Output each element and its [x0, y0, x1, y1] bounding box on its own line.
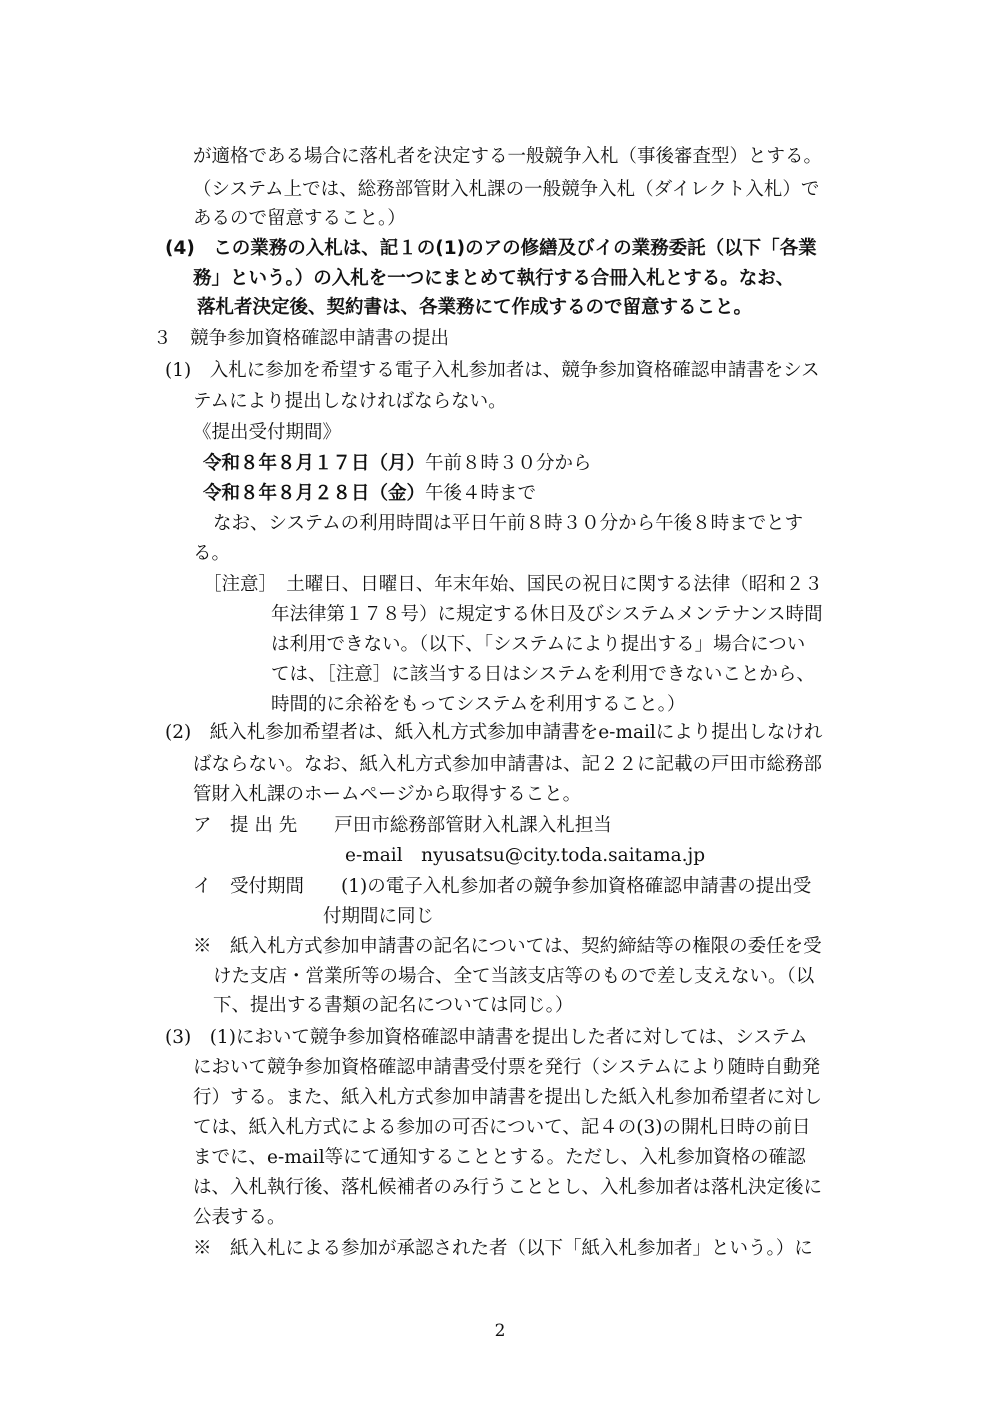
text-line-bold: (4) この業務の入札は、記１の(1)のアの修繕及びイの業務委託（以下「各業 [165, 238, 817, 259]
text-line: 行）する。また、紙入札方式参加申請書を提出した紙入札参加希望者に対し [193, 1087, 823, 1108]
text-line: なお、システムの利用時間は平日午前８時３０分から午後８時までとす [213, 513, 804, 534]
text-line: テムにより提出しなければならない。 [193, 391, 507, 412]
page-number: 2 [494, 1321, 506, 1341]
text-line: 付期間に同じ [323, 906, 435, 927]
remark-line: ※ 紙入札による参加が承認された者（以下「紙入札参加者」という。）に [193, 1238, 813, 1259]
period-end-date: 令和８年８月２８日（金） [203, 483, 426, 504]
text-line-bold: 務」という。）の入札を一つにまとめて執行する合冊入札とする。なお、 [193, 268, 795, 289]
text-line: (3) (1)において競争参加資格確認申請書を提出した者に対しては、システム [165, 1027, 808, 1048]
period-end-time: 午後４時まで [425, 483, 537, 504]
submit-to-line: ア 提 出 先 戸田市総務部管財入札課入札担当 [193, 815, 612, 836]
email-line: e-mail nyusatsu@city.toda.saitama.jp [345, 845, 706, 866]
remark-line: ※ 紙入札方式参加申請書の記名については、契約締結等の権限の委任を受 [193, 936, 822, 957]
text-line: ては、紙入札方式による参加の可否について、記４の(3)の開札日時の前日 [193, 1117, 811, 1138]
text-line: る。 [193, 543, 231, 564]
note-line: ては、［注意］に該当する日はシステムを利用できないことから、 [271, 664, 815, 685]
period-start-date: 令和８年８月１７日（月） [203, 453, 426, 474]
text-line: は、入札執行後、落札候補者のみ行うこととし、入札参加者は落札決定後に [193, 1177, 823, 1198]
period-start-line [203, 451, 592, 477]
text-line: (2) 紙入札参加希望者は、紙入札方式参加申請書をe-mailにより提出しなけれ [165, 722, 823, 743]
remark-line: けた支店・営業所等の場合、全て当該支店等のもので差し支えない。（以 [213, 966, 815, 987]
section-heading: ３ 競争参加資格確認申請書の提出 [153, 328, 450, 349]
text-line: において競争参加資格確認申請書受付票を発行（システムにより随時自動発 [193, 1057, 821, 1078]
remark-line: 下、提出する書類の記名については同じ。） [213, 995, 574, 1016]
period-end-line [203, 481, 536, 507]
text-line: ばならない。なお、紙入札方式参加申請書は、記２２に記載の戸田市総務部 [193, 754, 823, 775]
text-line-bold: 落札者決定後、契約書は、各業務にて作成するので留意すること。 [197, 297, 753, 318]
text-line: （システム上では、総務部管財入札課の一般競争入札（ダイレクト入札）で [193, 179, 820, 200]
text-line: 管財入札課のホームページから取得すること。 [193, 784, 582, 805]
note-line: は利用できない。（以下、「システムにより提出する」場合につい [271, 634, 806, 655]
note-line: ［注意］ 土曜日、日曜日、年末年始、国民の祝日に関する法律（昭和２３ [203, 574, 823, 595]
text-line: が適格である場合に落札者を決定する一般競争入札（事後審査型）とする。 [193, 146, 823, 167]
period-start-time: 午前８時３０分から [425, 453, 592, 474]
text-line: (1) 入札に参加を希望する電子入札参加者は、競争参加資格確認申請書をシス [165, 360, 820, 381]
note-line: 時間的に余裕をもってシステムを利用すること。） [271, 694, 686, 715]
text-line: 《提出受付期間》 [193, 422, 342, 443]
reception-period-line: イ 受付期間 (1)の電子入札参加者の競争参加資格確認申請書の提出受 [193, 876, 812, 897]
text-line: 公表する。 [193, 1207, 286, 1228]
text-line: あるので留意すること。） [193, 208, 406, 229]
note-line: 年法律第１７８号）に規定する休日及びシステムメンテナンス時間 [271, 604, 823, 625]
text-line: までに、e-mail等にて通知することとする。ただし、入札参加資格の確認 [193, 1147, 806, 1168]
